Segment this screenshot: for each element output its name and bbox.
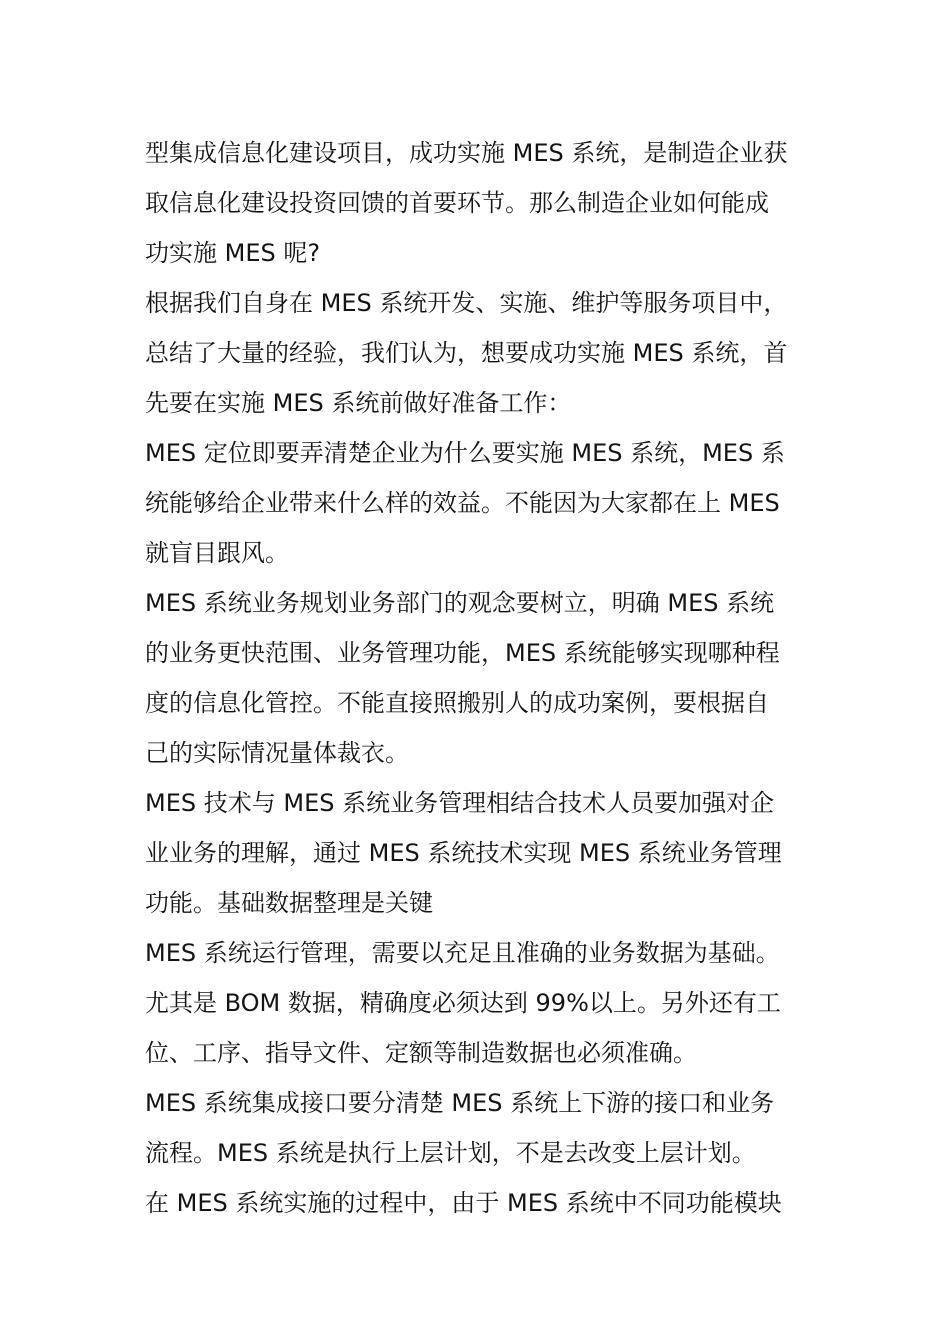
text-line: 先要在实施 MES 系统前做好准备工作：	[145, 389, 572, 417]
text-line: 总结了大量的经验，我们认为，想要成功实施 MES 系统，首	[145, 339, 788, 367]
text-line: 根据我们自身在 MES 系统开发、实施、维护等服务项目中，	[145, 289, 788, 317]
text-line: 统能够给企业带来什么样的效益。不能因为大家都在上 MES	[145, 489, 780, 517]
text-line: 尤其是 BOM 数据，精确度必须达到 99%以上。另外还有工	[145, 989, 781, 1017]
text-line: 型集成信息化建设项目，成功实施 MES 系统，是制造企业获	[145, 139, 788, 167]
text-line: 就盲目跟风。	[145, 539, 289, 567]
text-line: MES 系统业务规划业务部门的观念要树立，明确 MES 系统	[145, 589, 775, 617]
body-text	[145, 128, 810, 1228]
text-line: MES 定位即要弄清楚企业为什么要实施 MES 系统，MES 系	[145, 439, 785, 467]
text-line: 的业务更快范围、业务管理功能，MES 系统能够实现哪种程	[145, 639, 780, 667]
text-line: 流程。MES 系统是执行上层计划，不是去改变上层计划。	[145, 1139, 756, 1167]
text-line: 业业务的理解，通过 MES 系统技术实现 MES 系统业务管理	[145, 839, 782, 867]
text-line: 功能。基础数据整理是关键	[145, 889, 433, 917]
text-line: MES 系统运行管理，需要以充足且准确的业务数据为基础。	[145, 939, 780, 967]
text-line: 在 MES 系统实施的过程中，由于 MES 系统中不同功能模块	[145, 1189, 782, 1217]
text-line: MES 系统集成接口要分清楚 MES 系统上下游的接口和业务	[145, 1089, 775, 1117]
text-line: 度的信息化管控。不能直接照搬别人的成功案例，要根据自	[145, 689, 769, 717]
text-line: 功实施 MES 呢?	[145, 239, 321, 267]
text-line: MES 技术与 MES 系统业务管理相结合技术人员要加强对企	[145, 789, 775, 817]
text-line: 位、工序、指导文件、定额等制造数据也必须准确。	[145, 1039, 697, 1067]
text-line: 己的实际情况量体裁衣。	[145, 739, 409, 767]
text-line: 取信息化建设投资回馈的首要环节。那么制造企业如何能成	[145, 189, 769, 217]
